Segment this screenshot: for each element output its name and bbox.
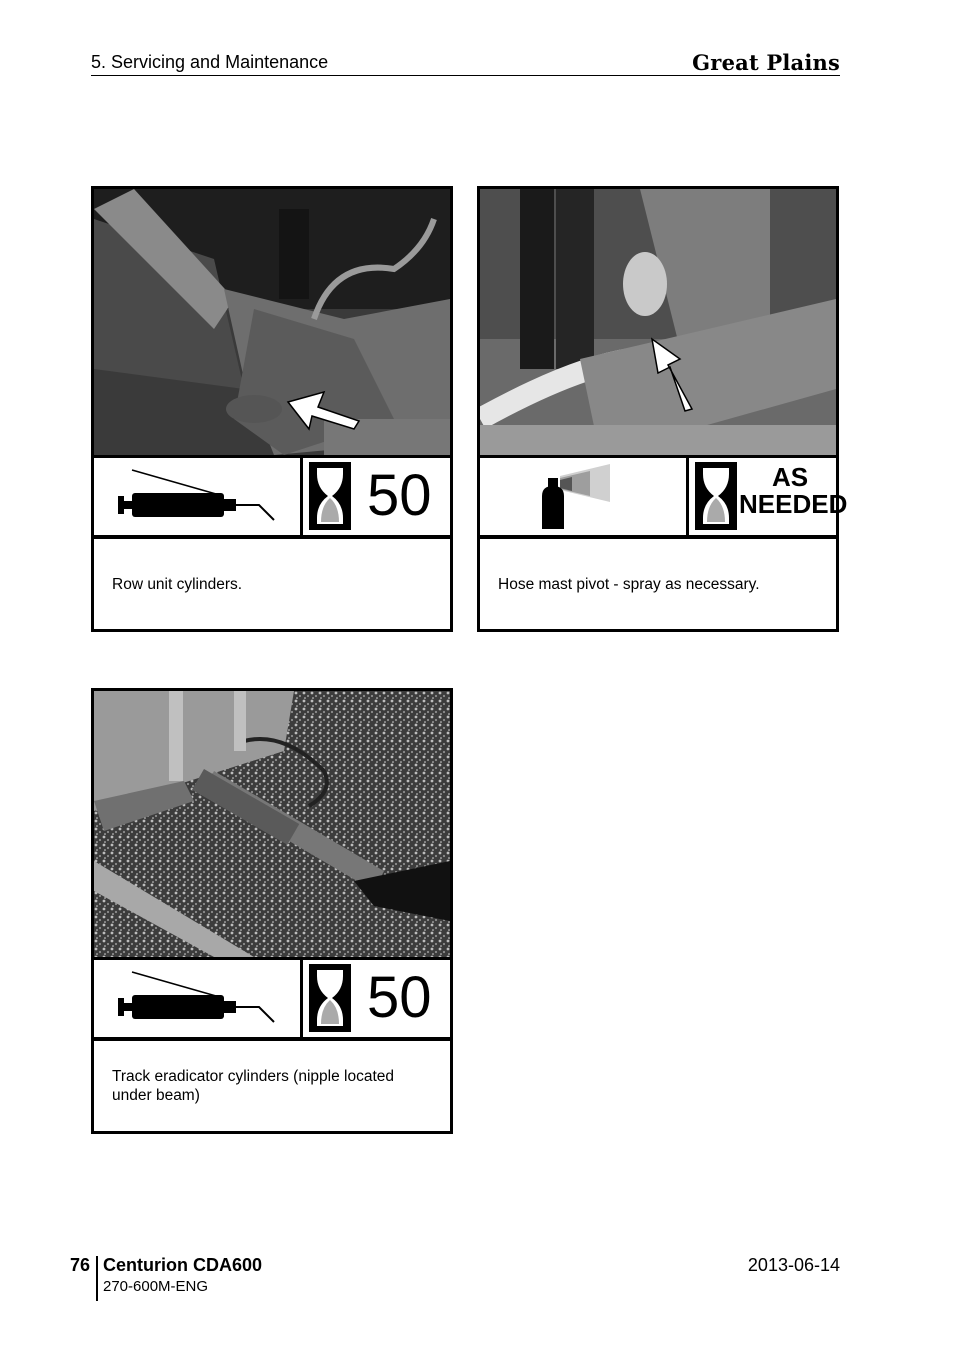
header-divider (91, 75, 840, 76)
icon-row (91, 958, 453, 1040)
interval-line-1: AS (771, 462, 809, 492)
maintenance-card-hose-mast (477, 186, 848, 632)
interval-as-needed (739, 462, 848, 519)
description: Track eradicator cylinders (nipple located under beam) (91, 1038, 453, 1134)
maintenance-card-track-eradicator (91, 688, 453, 1134)
brand-logo: Great Plains (692, 50, 840, 75)
icon-row (91, 456, 453, 538)
footer-divider (96, 1256, 98, 1301)
product-name: Centurion CDA600 (103, 1255, 263, 1275)
document-number: 270-600M-ENG (103, 1278, 209, 1295)
interval-box (689, 456, 848, 535)
photo-track-eradicator (91, 688, 453, 960)
hourglass-icon (309, 462, 351, 530)
publication-date: 2013-06-14 (747, 1255, 840, 1275)
spray-can-icon (480, 456, 689, 535)
interval-line-2: NEEDED (739, 489, 848, 519)
description: Row unit cylinders. (91, 536, 453, 632)
grease-gun-icon (94, 958, 303, 1037)
description: Hose mast pivot - spray as necessary. (477, 536, 839, 632)
maintenance-card-row-unit (91, 186, 453, 632)
interval-hours: 50 (367, 463, 432, 528)
icon-row (477, 456, 848, 538)
photo-hose-mast-pivot (477, 186, 839, 458)
interval-box (303, 958, 453, 1037)
section-title: 5. Servicing and Maintenance (91, 52, 329, 72)
hourglass-icon (695, 462, 737, 530)
grease-gun-icon (94, 456, 303, 535)
hourglass-icon (309, 964, 351, 1032)
interval-box (303, 456, 453, 535)
photo-row-unit-cylinders (91, 186, 453, 458)
page-number: 76 (70, 1255, 91, 1275)
interval-hours: 50 (367, 965, 432, 1030)
